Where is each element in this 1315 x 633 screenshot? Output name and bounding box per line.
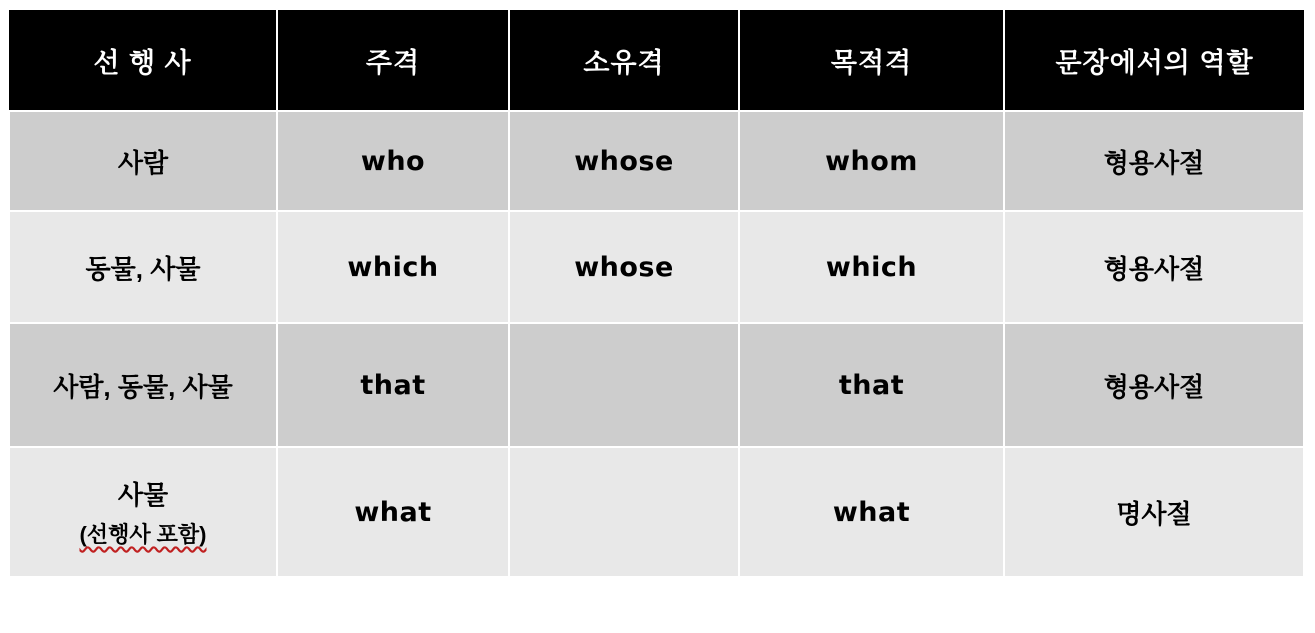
cell-antecedent [9,447,277,577]
cell-role: 형용사절 [1004,211,1304,323]
cell-objective: what [739,447,1004,577]
cell-possessive [509,323,739,447]
cell-objective: whom [739,111,1004,211]
cell-subjective: what [277,447,509,577]
cell-antecedent-note: (선행사 포함) [79,522,207,547]
table-row [9,111,1304,211]
table-body [9,111,1304,577]
column-header-subjective: 주격 [277,9,509,111]
table-row [9,447,1304,577]
cell-antecedent: 사람 [9,111,277,211]
cell-role: 명사절 [1004,447,1304,577]
cell-possessive [509,447,739,577]
column-header-role: 문장에서의 역할 [1004,9,1304,111]
cell-subjective: who [277,111,509,211]
cell-subjective: that [277,323,509,447]
cell-possessive: whose [509,211,739,323]
table-row [9,211,1304,323]
cell-role: 형용사절 [1004,323,1304,447]
table-header-row [9,9,1304,111]
cell-role: 형용사절 [1004,111,1304,211]
column-header-possessive: 소유격 [509,9,739,111]
cell-objective: which [739,211,1004,323]
column-header-objective: 목적격 [739,9,1004,111]
cell-antecedent-main: 사물 [117,480,169,510]
cell-antecedent: 사람, 동물, 사물 [9,323,277,447]
cell-subjective: which [277,211,509,323]
cell-objective: that [739,323,1004,447]
cell-possessive: whose [509,111,739,211]
column-header-antecedent: 선 행 사 [9,9,277,111]
cell-antecedent: 동물, 사물 [9,211,277,323]
relative-pronoun-table [8,8,1305,578]
table-header [9,9,1304,111]
table-row [9,323,1304,447]
